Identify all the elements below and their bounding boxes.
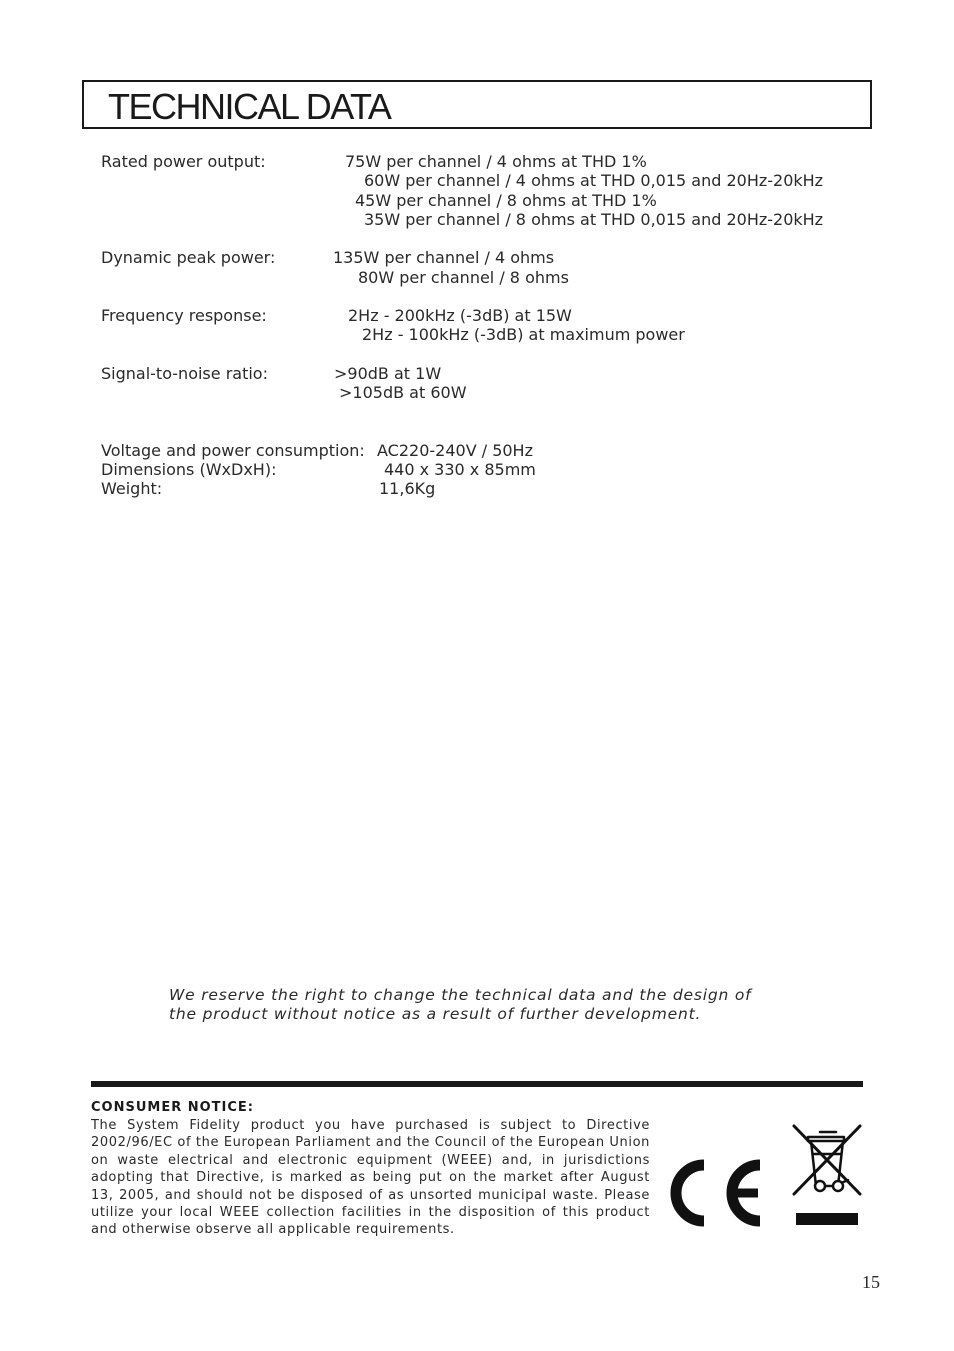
disclaimer-note [169,986,809,1025]
weight-label: Weight: [101,479,163,498]
frequency-value-2: 2Hz - 100kHz (-3dB) at maximum power [362,325,685,344]
title-box [82,80,872,129]
page-title: TECHNICAL DATA [108,86,391,127]
disclaimer-line-1: We reserve the right to change the technical data and the design of [169,986,752,1004]
voltage-label: Voltage and power consumption: [101,441,365,460]
disclaimer-line-2: the product without notice as a result of further development. [169,1005,702,1024]
frequency-value-1: 2Hz - 200kHz (-3dB) at 15W [348,306,572,325]
rated-power-value-2: 60W per channel / 4 ohms at THD 0,015 and 20Hz-20kHz [364,171,824,190]
dynamic-peak-value-2: 80W per channel / 8 ohms [358,268,569,287]
weight-value: 11,6Kg [379,479,436,498]
snr-value-2: >105dB at 60W [339,383,467,402]
rated-power-value-4: 35W per channel / 8 ohms at THD 0,015 and 20Hz-20kHz [364,210,824,229]
section-divider [91,1081,863,1087]
rated-power-label: Rated power output: [101,152,266,171]
rated-power-value-3: 45W per channel / 8 ohms at THD 1% [355,191,657,210]
rated-power-value-1: 75W per channel / 4 ohms at THD 1% [345,152,647,171]
frequency-label: Frequency response: [101,306,267,325]
snr-label: Signal-to-noise ratio: [101,364,268,383]
snr-value-1: >90dB at 1W [334,364,442,383]
consumer-notice-body: The System Fidelity product you have purchased is subject to Directive 2002/96/EC of the European Parliament and the Council of the European Union on waste electrical and electronic equipment (WEEE) and, in jurisdictions adopting that Directive, is marked as being put on the market after August 13, 2005, and should not be disposed of as unsorted municipal waste. Please utilize your local WEEE collection facilities in the disposition of this product and otherwise observe all applicable requirements. [91,1118,650,1238]
dynamic-peak-value-1: 135W per channel / 4 ohms [333,248,555,267]
voltage-value: AC220-240V / 50Hz [377,441,533,460]
dynamic-peak-label: Dynamic peak power: [101,248,276,267]
ce-mark [668,1157,766,1229]
dimensions-value: 440 x 330 x 85mm [384,460,536,479]
weee-crossed-bin-icon [790,1122,864,1228]
page-number: 15 [862,1272,880,1292]
consumer-notice-heading: CONSUMER NOTICE: [91,1100,254,1115]
dimensions-label: Dimensions (WxDxH): [101,460,277,479]
